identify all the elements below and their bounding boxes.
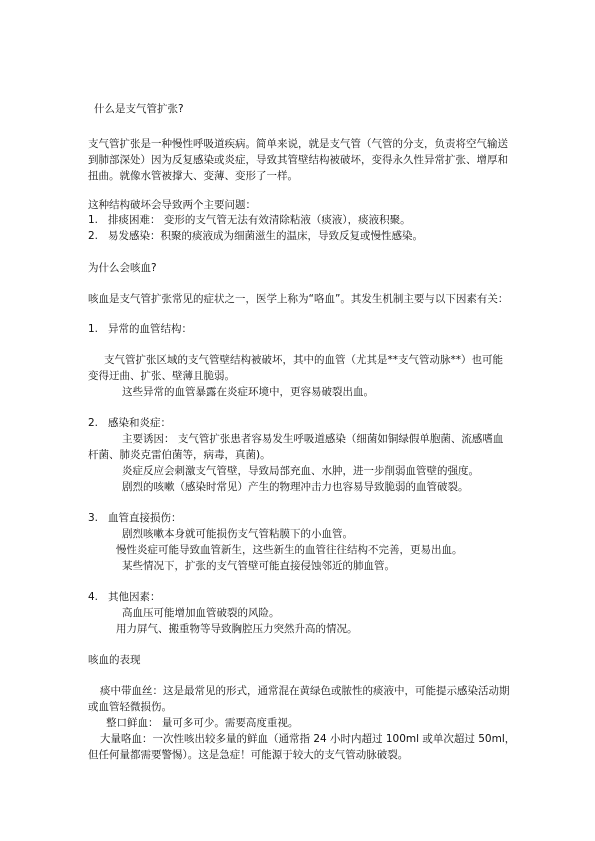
paragraph-line: 支气管扩张是一种慢性呼吸道疾病。简单来说，就是支气管（气管的分支，负责将空气输送: [88, 138, 508, 150]
problems-intro: 这种结构破坏会导致两个主要问题：: [88, 199, 256, 211]
list-heading: 异常的血管结构：: [108, 323, 192, 335]
list-item: 排痰困难： 变形的支气管无法有效清除粘液（痰液），痰液积聚。: [108, 214, 411, 226]
paragraph-line: 杆菌、肺炎克雷伯菌等，病毒，真菌)。: [88, 449, 271, 461]
paragraph-line: 用力屏气、搬重物等导致胸腔压力突然升高的情况。: [116, 623, 358, 635]
paragraph-line: 剧烈的咳嗽（感染时常见）产生的物理冲击力也容易导致脆弱的血管破裂。: [122, 481, 469, 493]
list-number: 1.: [88, 214, 99, 226]
paragraph-line: 炎症反应会刺激支气管壁，导致局部充血、水肿，进一步削弱血管壁的强度。: [122, 465, 479, 477]
paragraph-line: 慢性炎症可能导致血管新生，这些新生的血管往往结构不完善，更易出血。: [116, 544, 463, 556]
paragraph-line: 扭曲。就像水管被撑大、变薄、变形了一样。: [88, 170, 298, 182]
section-title-what-is-bronchiectasis: 什么是支气管扩张?: [94, 103, 184, 115]
paragraph-line: 这些异常的血管暴露在炎症环境中，更容易破裂出血。: [122, 386, 374, 398]
section-title-symptoms: 咳血的表现: [88, 654, 141, 666]
paragraph-line: 咳血是支气管扩张常见的症状之一，医学上称为“咯血”。其发生机制主要与以下因素有关：: [88, 293, 509, 305]
paragraph-line: 主要诱因： 支气管扩张患者容易发生呼吸道感染（细菌如铜绿假单胞菌、流感嗜血: [122, 433, 504, 445]
list-heading: 其他因素：: [108, 591, 161, 603]
section-title-why-hemoptysis: 为什么会咳血?: [88, 262, 157, 274]
list-number: 4.: [88, 591, 99, 603]
paragraph-line: 或血管轻微损伤。: [88, 701, 172, 713]
list-number: 2.: [88, 417, 99, 429]
list-heading: 血管直接损伤：: [108, 512, 182, 524]
paragraph-line: 某些情况下，扩张的支气管壁可能直接侵蚀邻近的肺血管。: [122, 560, 395, 572]
list-number: 3.: [88, 512, 99, 524]
list-number: 2.: [88, 230, 99, 242]
paragraph-line: 痰中带血丝：这是最常见的形式，通常混在黄绿色或脓性的痰液中，可能提示感染活动期: [100, 685, 510, 697]
paragraph-line: 大量咯血：一次性咳出较多量的鲜血（通常指 24 小时内超过 100ml 或单次超过 50ml，: [100, 733, 516, 745]
paragraph-line: 高血压可能增加血管破裂的风险。: [122, 607, 280, 619]
paragraph-line: 整口鲜血： 量可多可少。需要高度重视。: [106, 717, 299, 729]
paragraph-line: 到肺部深处）因为反复感染或炎症，导致其管壁结构被破坏，变得永久性异常扩张、增厚和: [88, 154, 508, 166]
list-heading: 感染和炎症：: [108, 417, 171, 429]
paragraph-line: 变得迂曲、扩张、壁薄且脆弱。: [88, 370, 235, 382]
paragraph-line: 支气管扩张区域的支气管壁结构被破坏，其中的血管（尤其是**支气管动脉**）也可能: [104, 354, 503, 366]
paragraph-line: 但任何量都需要警惕）。这是急症！可能源于较大的支气管动脉破裂。: [88, 749, 409, 761]
list-number: 1.: [88, 323, 99, 335]
paragraph-line: 剧烈咳嗽本身就可能损伤支气管粘膜下的小血管。: [122, 528, 353, 540]
list-item: 易发感染：积聚的痰液成为细菌滋生的温床，导致反复或慢性感染。: [108, 230, 423, 242]
